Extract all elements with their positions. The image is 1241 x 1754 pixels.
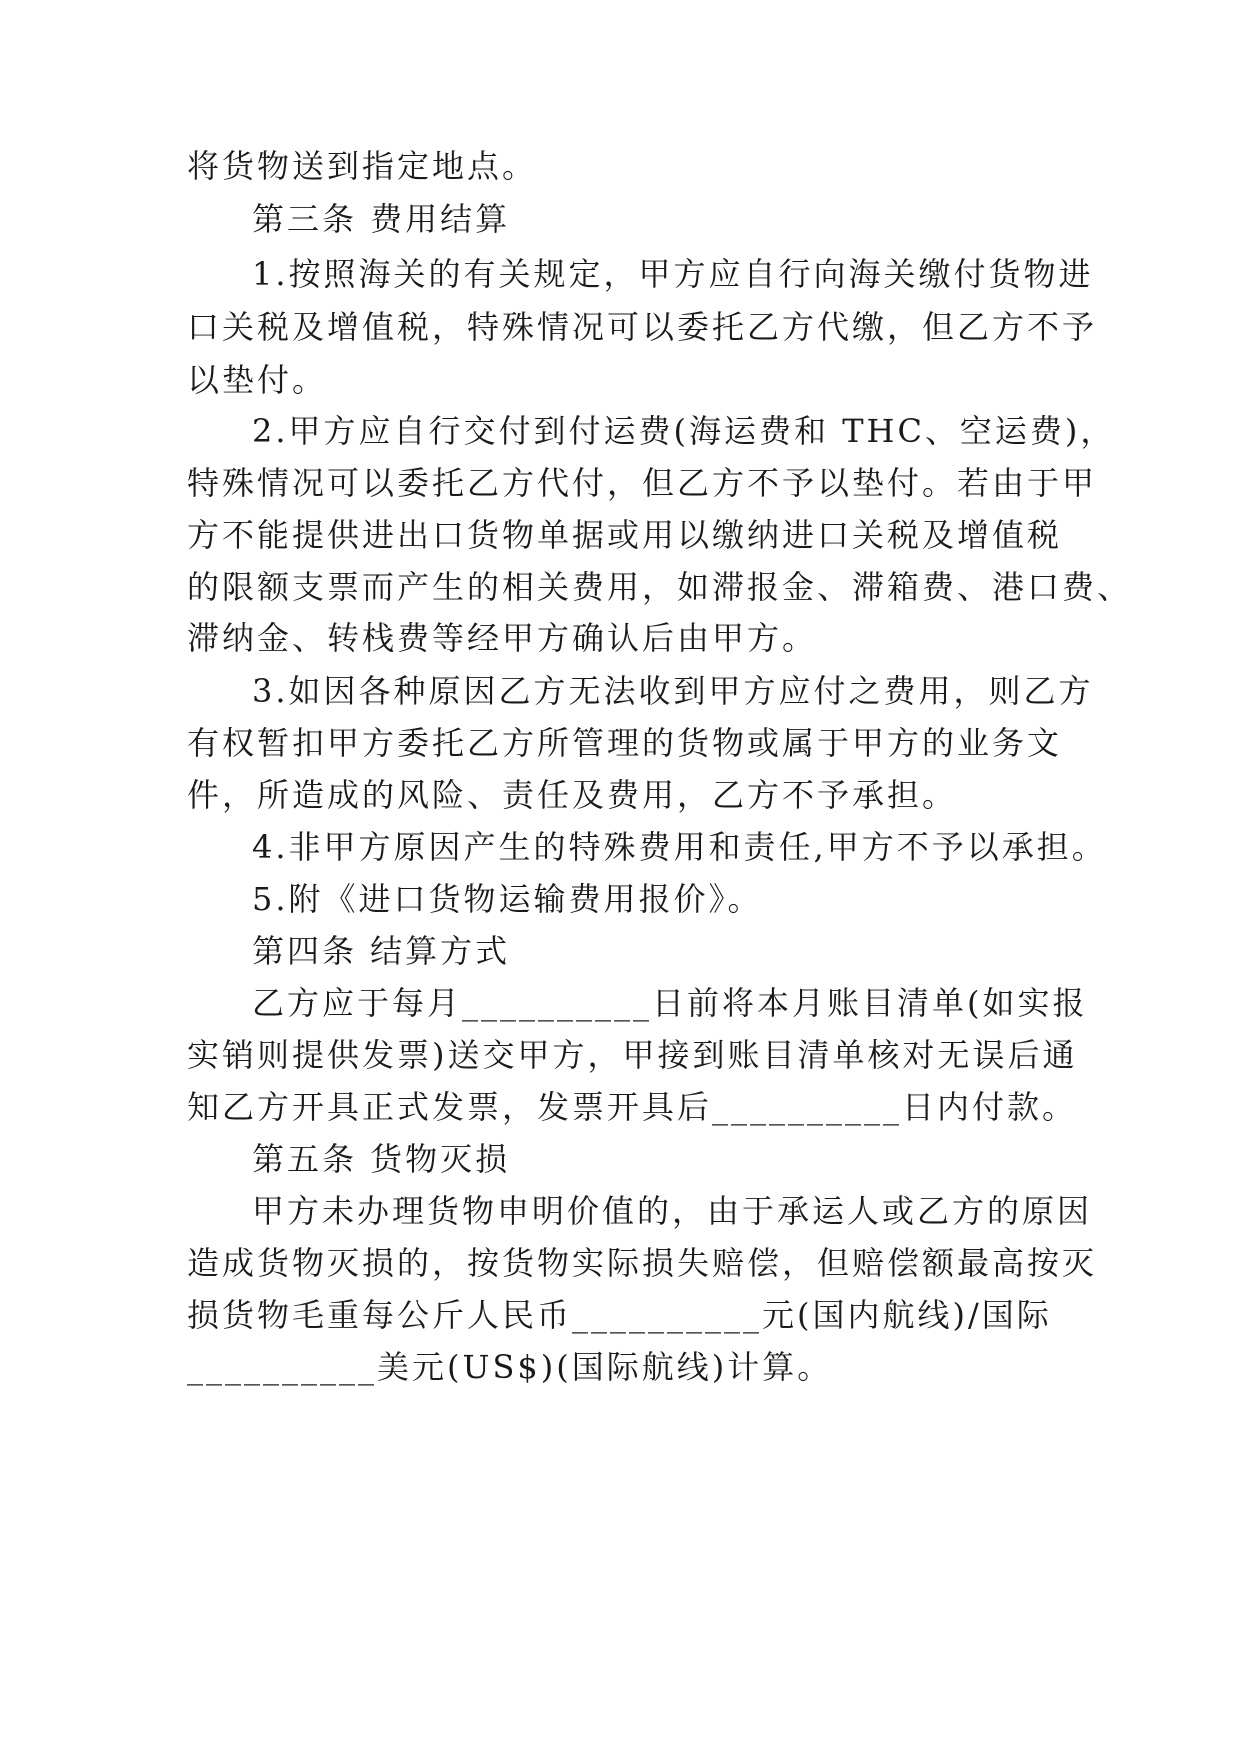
text-line: 损货物毛重每公斤人民币__________元(国内航线)/国际 bbox=[187, 1296, 1052, 1334]
text-line: 1.按照海关的有关规定，甲方应自行向海关缴付货物进 bbox=[252, 255, 1094, 293]
text-line: 4.非甲方原因产生的特殊费用和责任,甲方不予以承担。 bbox=[252, 828, 1107, 866]
section-heading: 第三条 费用结算 bbox=[252, 200, 511, 238]
section-heading: 第五条 货物灭损 bbox=[252, 1140, 511, 1178]
text-line: 以垫付。 bbox=[187, 361, 328, 399]
text-line: 有权暂扣甲方委托乙方所管理的货物或属于甲方的业务文 bbox=[187, 724, 1063, 762]
text-line: 乙方应于每月__________日前将本月账目清单(如实报 bbox=[252, 984, 1088, 1022]
text-line: 甲方未办理货物申明价值的，由于承运人或乙方的原因 bbox=[252, 1192, 1093, 1230]
text-line: 实销则提供发票)送交甲方，甲接到账目清单核对无误后通 bbox=[187, 1036, 1078, 1074]
text-line: 特殊情况可以委托乙方代付，但乙方不予以垫付。若由于甲 bbox=[187, 464, 1098, 502]
text-line: 口关税及增值税，特殊情况可以委托乙方代缴，但乙方不予 bbox=[187, 308, 1098, 346]
text-line: 将货物送到指定地点。 bbox=[187, 147, 538, 185]
text-line: __________美元(US$)(国际航线)计算。 bbox=[187, 1348, 833, 1386]
text-line: 的限额支票而产生的相关费用，如滞报金、滞箱费、港口费、 bbox=[187, 568, 1133, 606]
text-line: 5.附《进口货物运输费用报价》。 bbox=[252, 880, 763, 918]
text-line: 知乙方开具正式发票，发票开具后__________日内付款。 bbox=[187, 1088, 1078, 1126]
text-line: 滞纳金、转栈费等经甲方确认后由甲方。 bbox=[187, 619, 818, 657]
text-line: 件，所造成的风险、责任及费用，乙方不予承担。 bbox=[187, 776, 958, 814]
section-heading: 第四条 结算方式 bbox=[252, 932, 511, 970]
text-line: 造成货物灭损的，按货物实际损失赔偿，但赔偿额最高按灭 bbox=[187, 1244, 1098, 1282]
text-line: 2.甲方应自行交付到付运费(海运费和 THC、空运费)， bbox=[252, 412, 1116, 450]
text-line: 方不能提供进出口货物单据或用以缴纳进口关税及增值税 bbox=[187, 516, 1063, 554]
text-line: 3.如因各种原因乙方无法收到甲方应付之费用，则乙方 bbox=[252, 672, 1094, 710]
